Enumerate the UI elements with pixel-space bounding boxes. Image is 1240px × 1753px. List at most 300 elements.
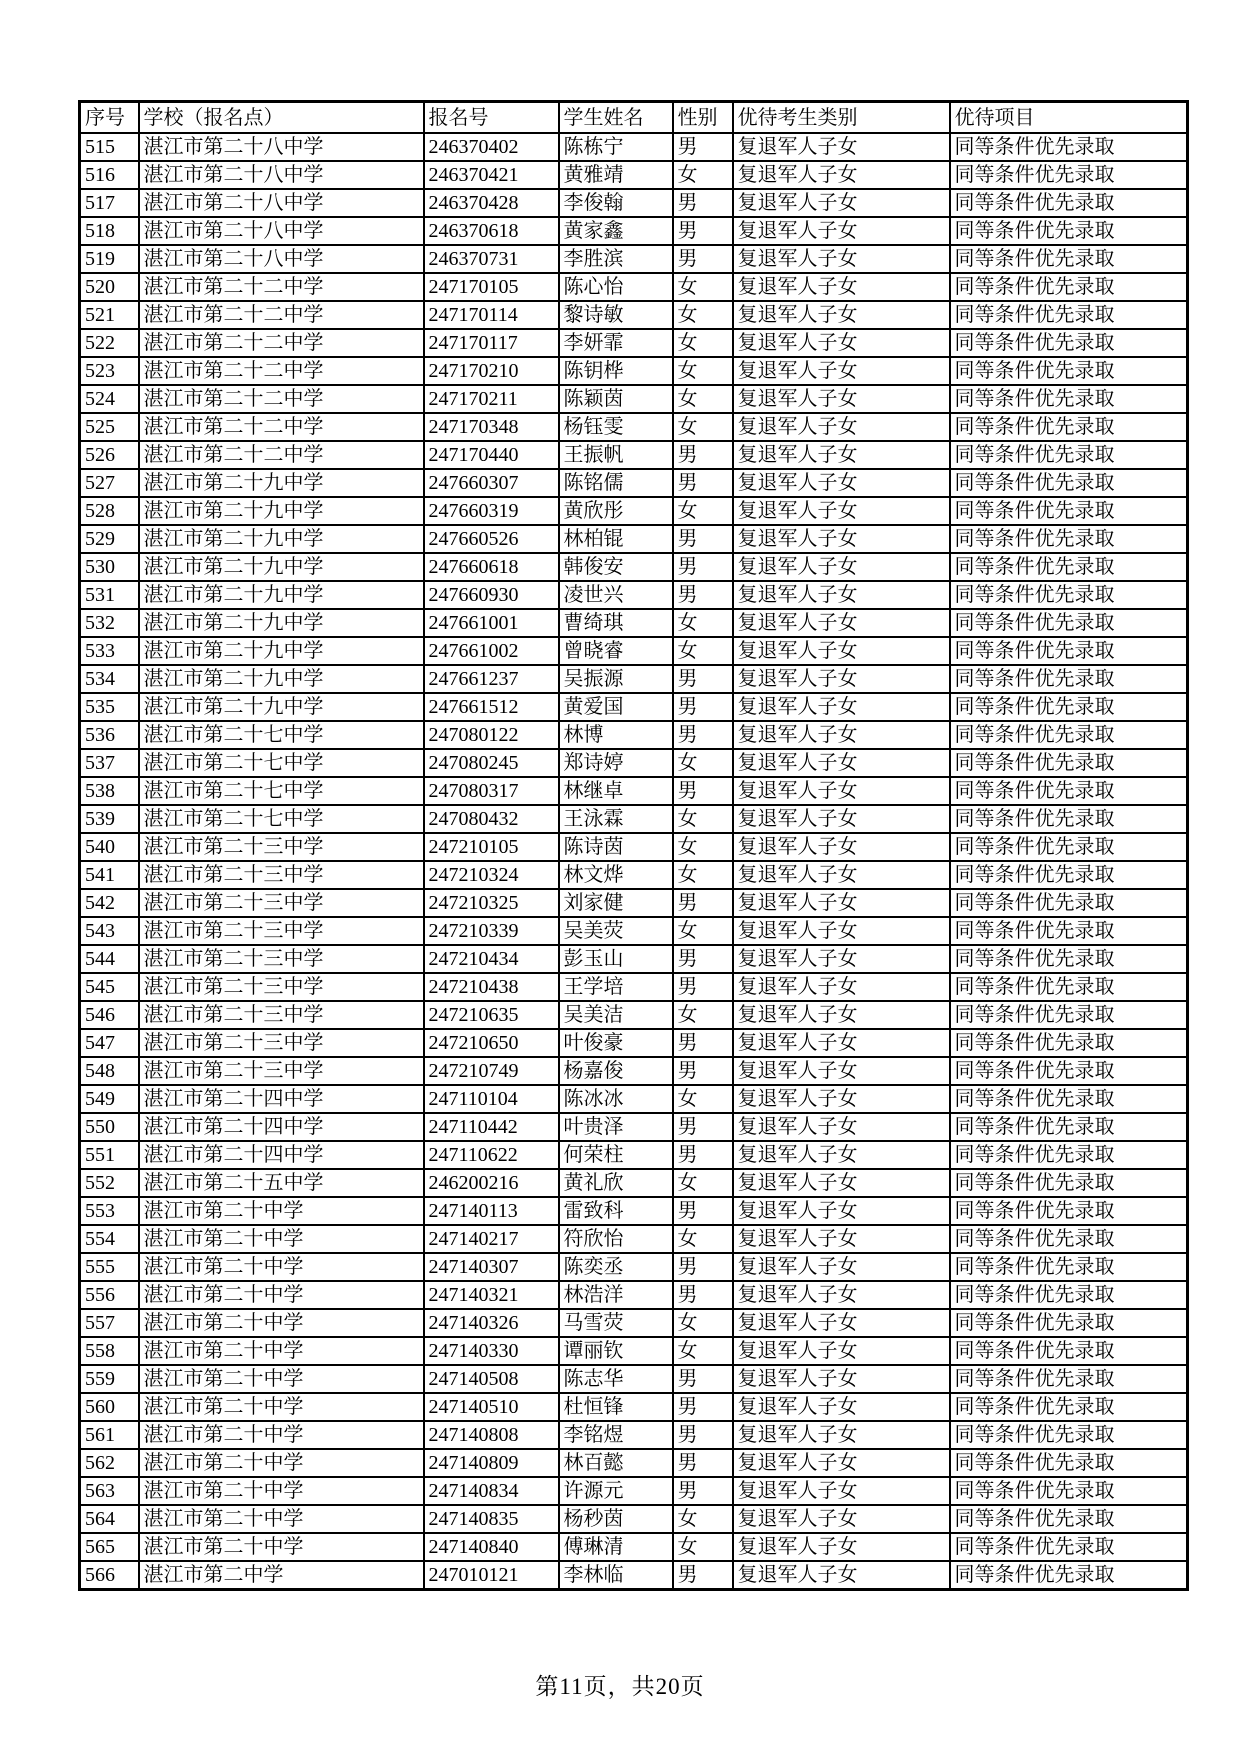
cell-index: 549: [80, 1085, 139, 1113]
cell-name: 林继卓: [559, 777, 673, 805]
cell-name: 林文烨: [559, 861, 673, 889]
table-row: [80, 469, 1188, 497]
cell-name: 陈心怡: [559, 273, 673, 301]
cell-school: 湛江市第二十七中学: [139, 721, 424, 749]
table-row: [80, 1085, 1188, 1113]
cell-item: 同等条件优先录取: [950, 665, 1188, 693]
cell-gender: 女: [673, 1505, 733, 1533]
cell-gender: 女: [673, 1001, 733, 1029]
cell-category: 复退军人子女: [733, 497, 950, 525]
cell-reg_no: 247080317: [424, 777, 559, 805]
table-row: [80, 609, 1188, 637]
cell-school: 湛江市第二十中学: [139, 1281, 424, 1309]
cell-category: 复退军人子女: [733, 385, 950, 413]
cell-gender: 男: [673, 1421, 733, 1449]
cell-school: 湛江市第二十九中学: [139, 665, 424, 693]
cell-gender: 男: [673, 1113, 733, 1141]
cell-item: 同等条件优先录取: [950, 637, 1188, 665]
cell-item: 同等条件优先录取: [950, 161, 1188, 189]
cell-name: 陈志华: [559, 1365, 673, 1393]
cell-name: 吴美洁: [559, 1001, 673, 1029]
cell-index: 565: [80, 1533, 139, 1561]
cell-gender: 男: [673, 525, 733, 553]
cell-category: 复退军人子女: [733, 1337, 950, 1365]
cell-category: 复退军人子女: [733, 777, 950, 805]
cell-reg_no: 247140835: [424, 1505, 559, 1533]
cell-school: 湛江市第二十二中学: [139, 273, 424, 301]
cell-school: 湛江市第二十中学: [139, 1477, 424, 1505]
cell-gender: 男: [673, 973, 733, 1001]
cell-school: 湛江市第二十中学: [139, 1225, 424, 1253]
table-row: [80, 861, 1188, 889]
cell-item: 同等条件优先录取: [950, 1141, 1188, 1169]
cell-gender: 女: [673, 917, 733, 945]
cell-item: 同等条件优先录取: [950, 497, 1188, 525]
cell-reg_no: 247170348: [424, 413, 559, 441]
column-header-index: 序号: [80, 102, 139, 134]
cell-item: 同等条件优先录取: [950, 525, 1188, 553]
cell-reg_no: 247080122: [424, 721, 559, 749]
cell-reg_no: 247170105: [424, 273, 559, 301]
cell-index: 564: [80, 1505, 139, 1533]
cell-gender: 男: [673, 1281, 733, 1309]
cell-reg_no: 246200216: [424, 1169, 559, 1197]
cell-reg_no: 247140840: [424, 1533, 559, 1561]
cell-index: 529: [80, 525, 139, 553]
cell-index: 551: [80, 1141, 139, 1169]
table-row: [80, 497, 1188, 525]
cell-reg_no: 247210434: [424, 945, 559, 973]
cell-name: 傅琳清: [559, 1533, 673, 1561]
cell-name: 黄礼欣: [559, 1169, 673, 1197]
cell-index: 557: [80, 1309, 139, 1337]
cell-item: 同等条件优先录取: [950, 1281, 1188, 1309]
cell-school: 湛江市第二十中学: [139, 1365, 424, 1393]
cell-name: 李妍霏: [559, 329, 673, 357]
cell-index: 560: [80, 1393, 139, 1421]
cell-reg_no: 247210438: [424, 973, 559, 1001]
cell-item: 同等条件优先录取: [950, 609, 1188, 637]
cell-name: 韩俊安: [559, 553, 673, 581]
cell-item: 同等条件优先录取: [950, 749, 1188, 777]
cell-index: 516: [80, 161, 139, 189]
cell-item: 同等条件优先录取: [950, 1029, 1188, 1057]
cell-name: 叶贵泽: [559, 1113, 673, 1141]
cell-item: 同等条件优先录取: [950, 1421, 1188, 1449]
cell-reg_no: 247660307: [424, 469, 559, 497]
cell-category: 复退军人子女: [733, 1113, 950, 1141]
cell-category: 复退军人子女: [733, 1169, 950, 1197]
cell-index: 536: [80, 721, 139, 749]
cell-school: 湛江市第二十九中学: [139, 609, 424, 637]
cell-school: 湛江市第二十中学: [139, 1253, 424, 1281]
cell-school: 湛江市第二十八中学: [139, 161, 424, 189]
cell-name: 黄雅靖: [559, 161, 673, 189]
cell-reg_no: 247210324: [424, 861, 559, 889]
cell-name: 凌世兴: [559, 581, 673, 609]
cell-gender: 男: [673, 889, 733, 917]
cell-school: 湛江市第二十四中学: [139, 1141, 424, 1169]
cell-item: 同等条件优先录取: [950, 1197, 1188, 1225]
column-header-category: 优待考生类别: [733, 102, 950, 134]
cell-item: 同等条件优先录取: [950, 1057, 1188, 1085]
cell-school: 湛江市第二十二中学: [139, 329, 424, 357]
cell-category: 复退军人子女: [733, 1253, 950, 1281]
preferential-students-table: [78, 100, 1189, 1591]
cell-gender: 女: [673, 1337, 733, 1365]
table-row: [80, 1337, 1188, 1365]
cell-name: 陈冰冰: [559, 1085, 673, 1113]
cell-index: 548: [80, 1057, 139, 1085]
cell-name: 陈钥桦: [559, 357, 673, 385]
cell-category: 复退军人子女: [733, 329, 950, 357]
cell-gender: 女: [673, 1533, 733, 1561]
cell-name: 谭丽钦: [559, 1337, 673, 1365]
cell-name: 黄家鑫: [559, 217, 673, 245]
cell-item: 同等条件优先录取: [950, 357, 1188, 385]
table-row: [80, 525, 1188, 553]
table-row: [80, 777, 1188, 805]
cell-school: 湛江市第二十九中学: [139, 469, 424, 497]
cell-name: 许源元: [559, 1477, 673, 1505]
cell-item: 同等条件优先录取: [950, 693, 1188, 721]
cell-index: 537: [80, 749, 139, 777]
cell-category: 复退军人子女: [733, 133, 950, 161]
table-row: [80, 133, 1188, 161]
table-row: [80, 1197, 1188, 1225]
cell-school: 湛江市第二十中学: [139, 1533, 424, 1561]
cell-item: 同等条件优先录取: [950, 245, 1188, 273]
cell-item: 同等条件优先录取: [950, 1225, 1188, 1253]
cell-item: 同等条件优先录取: [950, 777, 1188, 805]
cell-gender: 男: [673, 1477, 733, 1505]
cell-gender: 男: [673, 469, 733, 497]
cell-index: 531: [80, 581, 139, 609]
cell-school: 湛江市第二十三中学: [139, 861, 424, 889]
cell-item: 同等条件优先录取: [950, 1169, 1188, 1197]
cell-reg_no: 247660526: [424, 525, 559, 553]
cell-gender: 男: [673, 1365, 733, 1393]
cell-gender: 女: [673, 1225, 733, 1253]
cell-school: 湛江市第二十四中学: [139, 1085, 424, 1113]
cell-reg_no: 247140217: [424, 1225, 559, 1253]
cell-item: 同等条件优先录取: [950, 973, 1188, 1001]
cell-reg_no: 247140326: [424, 1309, 559, 1337]
cell-index: 518: [80, 217, 139, 245]
cell-item: 同等条件优先录取: [950, 1561, 1188, 1590]
cell-item: 同等条件优先录取: [950, 273, 1188, 301]
cell-index: 545: [80, 973, 139, 1001]
cell-category: 复退军人子女: [733, 973, 950, 1001]
cell-name: 黄欣彤: [559, 497, 673, 525]
cell-school: 湛江市第二十九中学: [139, 525, 424, 553]
cell-name: 王振帆: [559, 441, 673, 469]
table-row: [80, 273, 1188, 301]
cell-item: 同等条件优先录取: [950, 217, 1188, 245]
cell-category: 复退军人子女: [733, 945, 950, 973]
table-row: [80, 721, 1188, 749]
cell-school: 湛江市第二十四中学: [139, 1113, 424, 1141]
cell-name: 李胜滨: [559, 245, 673, 273]
cell-gender: 男: [673, 581, 733, 609]
cell-school: 湛江市第二十七中学: [139, 805, 424, 833]
cell-gender: 男: [673, 1029, 733, 1057]
cell-category: 复退军人子女: [733, 1393, 950, 1421]
cell-school: 湛江市第二十中学: [139, 1337, 424, 1365]
cell-gender: 女: [673, 357, 733, 385]
cell-name: 杨秒茵: [559, 1505, 673, 1533]
cell-name: 郑诗婷: [559, 749, 673, 777]
cell-gender: 男: [673, 1393, 733, 1421]
cell-category: 复退军人子女: [733, 469, 950, 497]
cell-name: 李林临: [559, 1561, 673, 1590]
table-row: [80, 973, 1188, 1001]
cell-category: 复退军人子女: [733, 189, 950, 217]
cell-school: 湛江市第二十二中学: [139, 441, 424, 469]
cell-gender: 女: [673, 805, 733, 833]
cell-school: 湛江市第二十九中学: [139, 581, 424, 609]
table-row: [80, 1141, 1188, 1169]
cell-name: 林柏锟: [559, 525, 673, 553]
table-row: [80, 1225, 1188, 1253]
cell-gender: 男: [673, 245, 733, 273]
cell-gender: 男: [673, 553, 733, 581]
cell-index: 553: [80, 1197, 139, 1225]
cell-reg_no: 247210325: [424, 889, 559, 917]
table-row: [80, 1281, 1188, 1309]
cell-school: 湛江市第二十八中学: [139, 189, 424, 217]
cell-index: 523: [80, 357, 139, 385]
table-row: [80, 217, 1188, 245]
cell-name: 陈颖茵: [559, 385, 673, 413]
cell-item: 同等条件优先录取: [950, 329, 1188, 357]
cell-category: 复退军人子女: [733, 553, 950, 581]
cell-category: 复退军人子女: [733, 721, 950, 749]
cell-gender: 女: [673, 385, 733, 413]
cell-category: 复退军人子女: [733, 1421, 950, 1449]
table-row: [80, 329, 1188, 357]
cell-item: 同等条件优先录取: [950, 1393, 1188, 1421]
cell-gender: 女: [673, 273, 733, 301]
cell-category: 复退军人子女: [733, 861, 950, 889]
cell-category: 复退军人子女: [733, 609, 950, 637]
cell-reg_no: 247661001: [424, 609, 559, 637]
cell-reg_no: 247110104: [424, 1085, 559, 1113]
cell-gender: 女: [673, 161, 733, 189]
cell-school: 湛江市第二十二中学: [139, 301, 424, 329]
cell-index: 546: [80, 1001, 139, 1029]
cell-school: 湛江市第二十三中学: [139, 973, 424, 1001]
cell-reg_no: 247010121: [424, 1561, 559, 1590]
table-row: [80, 1561, 1188, 1590]
table-row: [80, 1309, 1188, 1337]
cell-gender: 男: [673, 1561, 733, 1590]
cell-item: 同等条件优先录取: [950, 301, 1188, 329]
cell-reg_no: 247170210: [424, 357, 559, 385]
table-row: [80, 945, 1188, 973]
cell-category: 复退军人子女: [733, 1085, 950, 1113]
table-row: [80, 889, 1188, 917]
cell-category: 复退军人子女: [733, 581, 950, 609]
cell-index: 552: [80, 1169, 139, 1197]
table-row: [80, 665, 1188, 693]
cell-reg_no: 247210339: [424, 917, 559, 945]
cell-gender: 女: [673, 301, 733, 329]
cell-category: 复退军人子女: [733, 1449, 950, 1477]
cell-name: 王泳霖: [559, 805, 673, 833]
cell-item: 同等条件优先录取: [950, 1309, 1188, 1337]
table-row: [80, 1533, 1188, 1561]
cell-item: 同等条件优先录取: [950, 1505, 1188, 1533]
cell-school: 湛江市第二十八中学: [139, 217, 424, 245]
cell-name: 李俊翰: [559, 189, 673, 217]
cell-index: 540: [80, 833, 139, 861]
cell-school: 湛江市第二十中学: [139, 1505, 424, 1533]
column-header-school: 学校（报名点）: [139, 102, 424, 134]
cell-reg_no: 247140321: [424, 1281, 559, 1309]
cell-gender: 男: [673, 441, 733, 469]
cell-category: 复退军人子女: [733, 917, 950, 945]
cell-category: 复退军人子女: [733, 833, 950, 861]
table-row: [80, 413, 1188, 441]
cell-school: 湛江市第二十九中学: [139, 693, 424, 721]
cell-reg_no: 247140508: [424, 1365, 559, 1393]
column-header-item: 优待项目: [950, 102, 1188, 134]
cell-reg_no: 247140510: [424, 1393, 559, 1421]
table-row: [80, 1029, 1188, 1057]
cell-gender: 男: [673, 721, 733, 749]
cell-index: 533: [80, 637, 139, 665]
column-header-reg_no: 报名号: [424, 102, 559, 134]
cell-gender: 女: [673, 497, 733, 525]
cell-name: 杨钰雯: [559, 413, 673, 441]
cell-gender: 女: [673, 833, 733, 861]
cell-reg_no: 247140809: [424, 1449, 559, 1477]
cell-category: 复退军人子女: [733, 1141, 950, 1169]
cell-name: 吴振源: [559, 665, 673, 693]
cell-school: 湛江市第二十二中学: [139, 357, 424, 385]
cell-name: 吴美荧: [559, 917, 673, 945]
cell-gender: 男: [673, 1253, 733, 1281]
cell-category: 复退军人子女: [733, 805, 950, 833]
cell-school: 湛江市第二十三中学: [139, 1057, 424, 1085]
cell-gender: 男: [673, 1057, 733, 1085]
cell-item: 同等条件优先录取: [950, 1085, 1188, 1113]
cell-reg_no: 247140330: [424, 1337, 559, 1365]
cell-school: 湛江市第二十三中学: [139, 945, 424, 973]
table-row: [80, 1393, 1188, 1421]
cell-gender: 男: [673, 693, 733, 721]
cell-index: 527: [80, 469, 139, 497]
cell-item: 同等条件优先录取: [950, 1337, 1188, 1365]
cell-name: 曹绮琪: [559, 609, 673, 637]
cell-category: 复退军人子女: [733, 1281, 950, 1309]
cell-school: 湛江市第二十二中学: [139, 385, 424, 413]
cell-name: 杨嘉俊: [559, 1057, 673, 1085]
cell-gender: 女: [673, 609, 733, 637]
cell-category: 复退军人子女: [733, 413, 950, 441]
cell-reg_no: 247661512: [424, 693, 559, 721]
cell-index: 520: [80, 273, 139, 301]
cell-reg_no: 247110622: [424, 1141, 559, 1169]
cell-name: 黎诗敏: [559, 301, 673, 329]
cell-school: 湛江市第二十三中学: [139, 1029, 424, 1057]
cell-index: 561: [80, 1421, 139, 1449]
cell-index: 542: [80, 889, 139, 917]
cell-name: 陈奕丞: [559, 1253, 673, 1281]
cell-index: 515: [80, 133, 139, 161]
table-row: [80, 1169, 1188, 1197]
table-row: [80, 805, 1188, 833]
cell-name: 杜恒锋: [559, 1393, 673, 1421]
cell-reg_no: 247080245: [424, 749, 559, 777]
cell-item: 同等条件优先录取: [950, 469, 1188, 497]
cell-index: 525: [80, 413, 139, 441]
header-row: [80, 102, 1188, 134]
cell-gender: 男: [673, 945, 733, 973]
cell-index: 522: [80, 329, 139, 357]
table-row: [80, 441, 1188, 469]
cell-index: 530: [80, 553, 139, 581]
cell-category: 复退军人子女: [733, 273, 950, 301]
table-row: [80, 833, 1188, 861]
cell-name: 彭玉山: [559, 945, 673, 973]
cell-reg_no: 247210650: [424, 1029, 559, 1057]
table-row: [80, 1113, 1188, 1141]
cell-reg_no: 247170114: [424, 301, 559, 329]
table-row: [80, 1365, 1188, 1393]
cell-category: 复退军人子女: [733, 1561, 950, 1590]
cell-index: 550: [80, 1113, 139, 1141]
cell-category: 复退军人子女: [733, 1309, 950, 1337]
table-body: [80, 133, 1188, 1590]
cell-index: 528: [80, 497, 139, 525]
cell-index: 562: [80, 1449, 139, 1477]
cell-reg_no: 247210749: [424, 1057, 559, 1085]
cell-school: 湛江市第二十中学: [139, 1393, 424, 1421]
column-header-gender: 性别: [673, 102, 733, 134]
table-row: [80, 693, 1188, 721]
cell-reg_no: 247660618: [424, 553, 559, 581]
cell-school: 湛江市第二十二中学: [139, 413, 424, 441]
cell-index: 539: [80, 805, 139, 833]
cell-category: 复退军人子女: [733, 693, 950, 721]
cell-item: 同等条件优先录取: [950, 721, 1188, 749]
cell-gender: 女: [673, 861, 733, 889]
cell-item: 同等条件优先录取: [950, 805, 1188, 833]
cell-school: 湛江市第二十三中学: [139, 917, 424, 945]
table-row: [80, 357, 1188, 385]
cell-gender: 男: [673, 1197, 733, 1225]
cell-reg_no: 246370428: [424, 189, 559, 217]
cell-school: 湛江市第二十中学: [139, 1197, 424, 1225]
cell-index: 521: [80, 301, 139, 329]
cell-name: 黄爱国: [559, 693, 673, 721]
cell-index: 544: [80, 945, 139, 973]
cell-reg_no: 247660930: [424, 581, 559, 609]
cell-reg_no: 246370421: [424, 161, 559, 189]
cell-item: 同等条件优先录取: [950, 861, 1188, 889]
cell-name: 王学培: [559, 973, 673, 1001]
cell-gender: 男: [673, 133, 733, 161]
cell-item: 同等条件优先录取: [950, 385, 1188, 413]
cell-index: 541: [80, 861, 139, 889]
cell-category: 复退军人子女: [733, 1365, 950, 1393]
cell-reg_no: 247661237: [424, 665, 559, 693]
table-row: [80, 917, 1188, 945]
cell-gender: 男: [673, 217, 733, 245]
table-row: [80, 1477, 1188, 1505]
